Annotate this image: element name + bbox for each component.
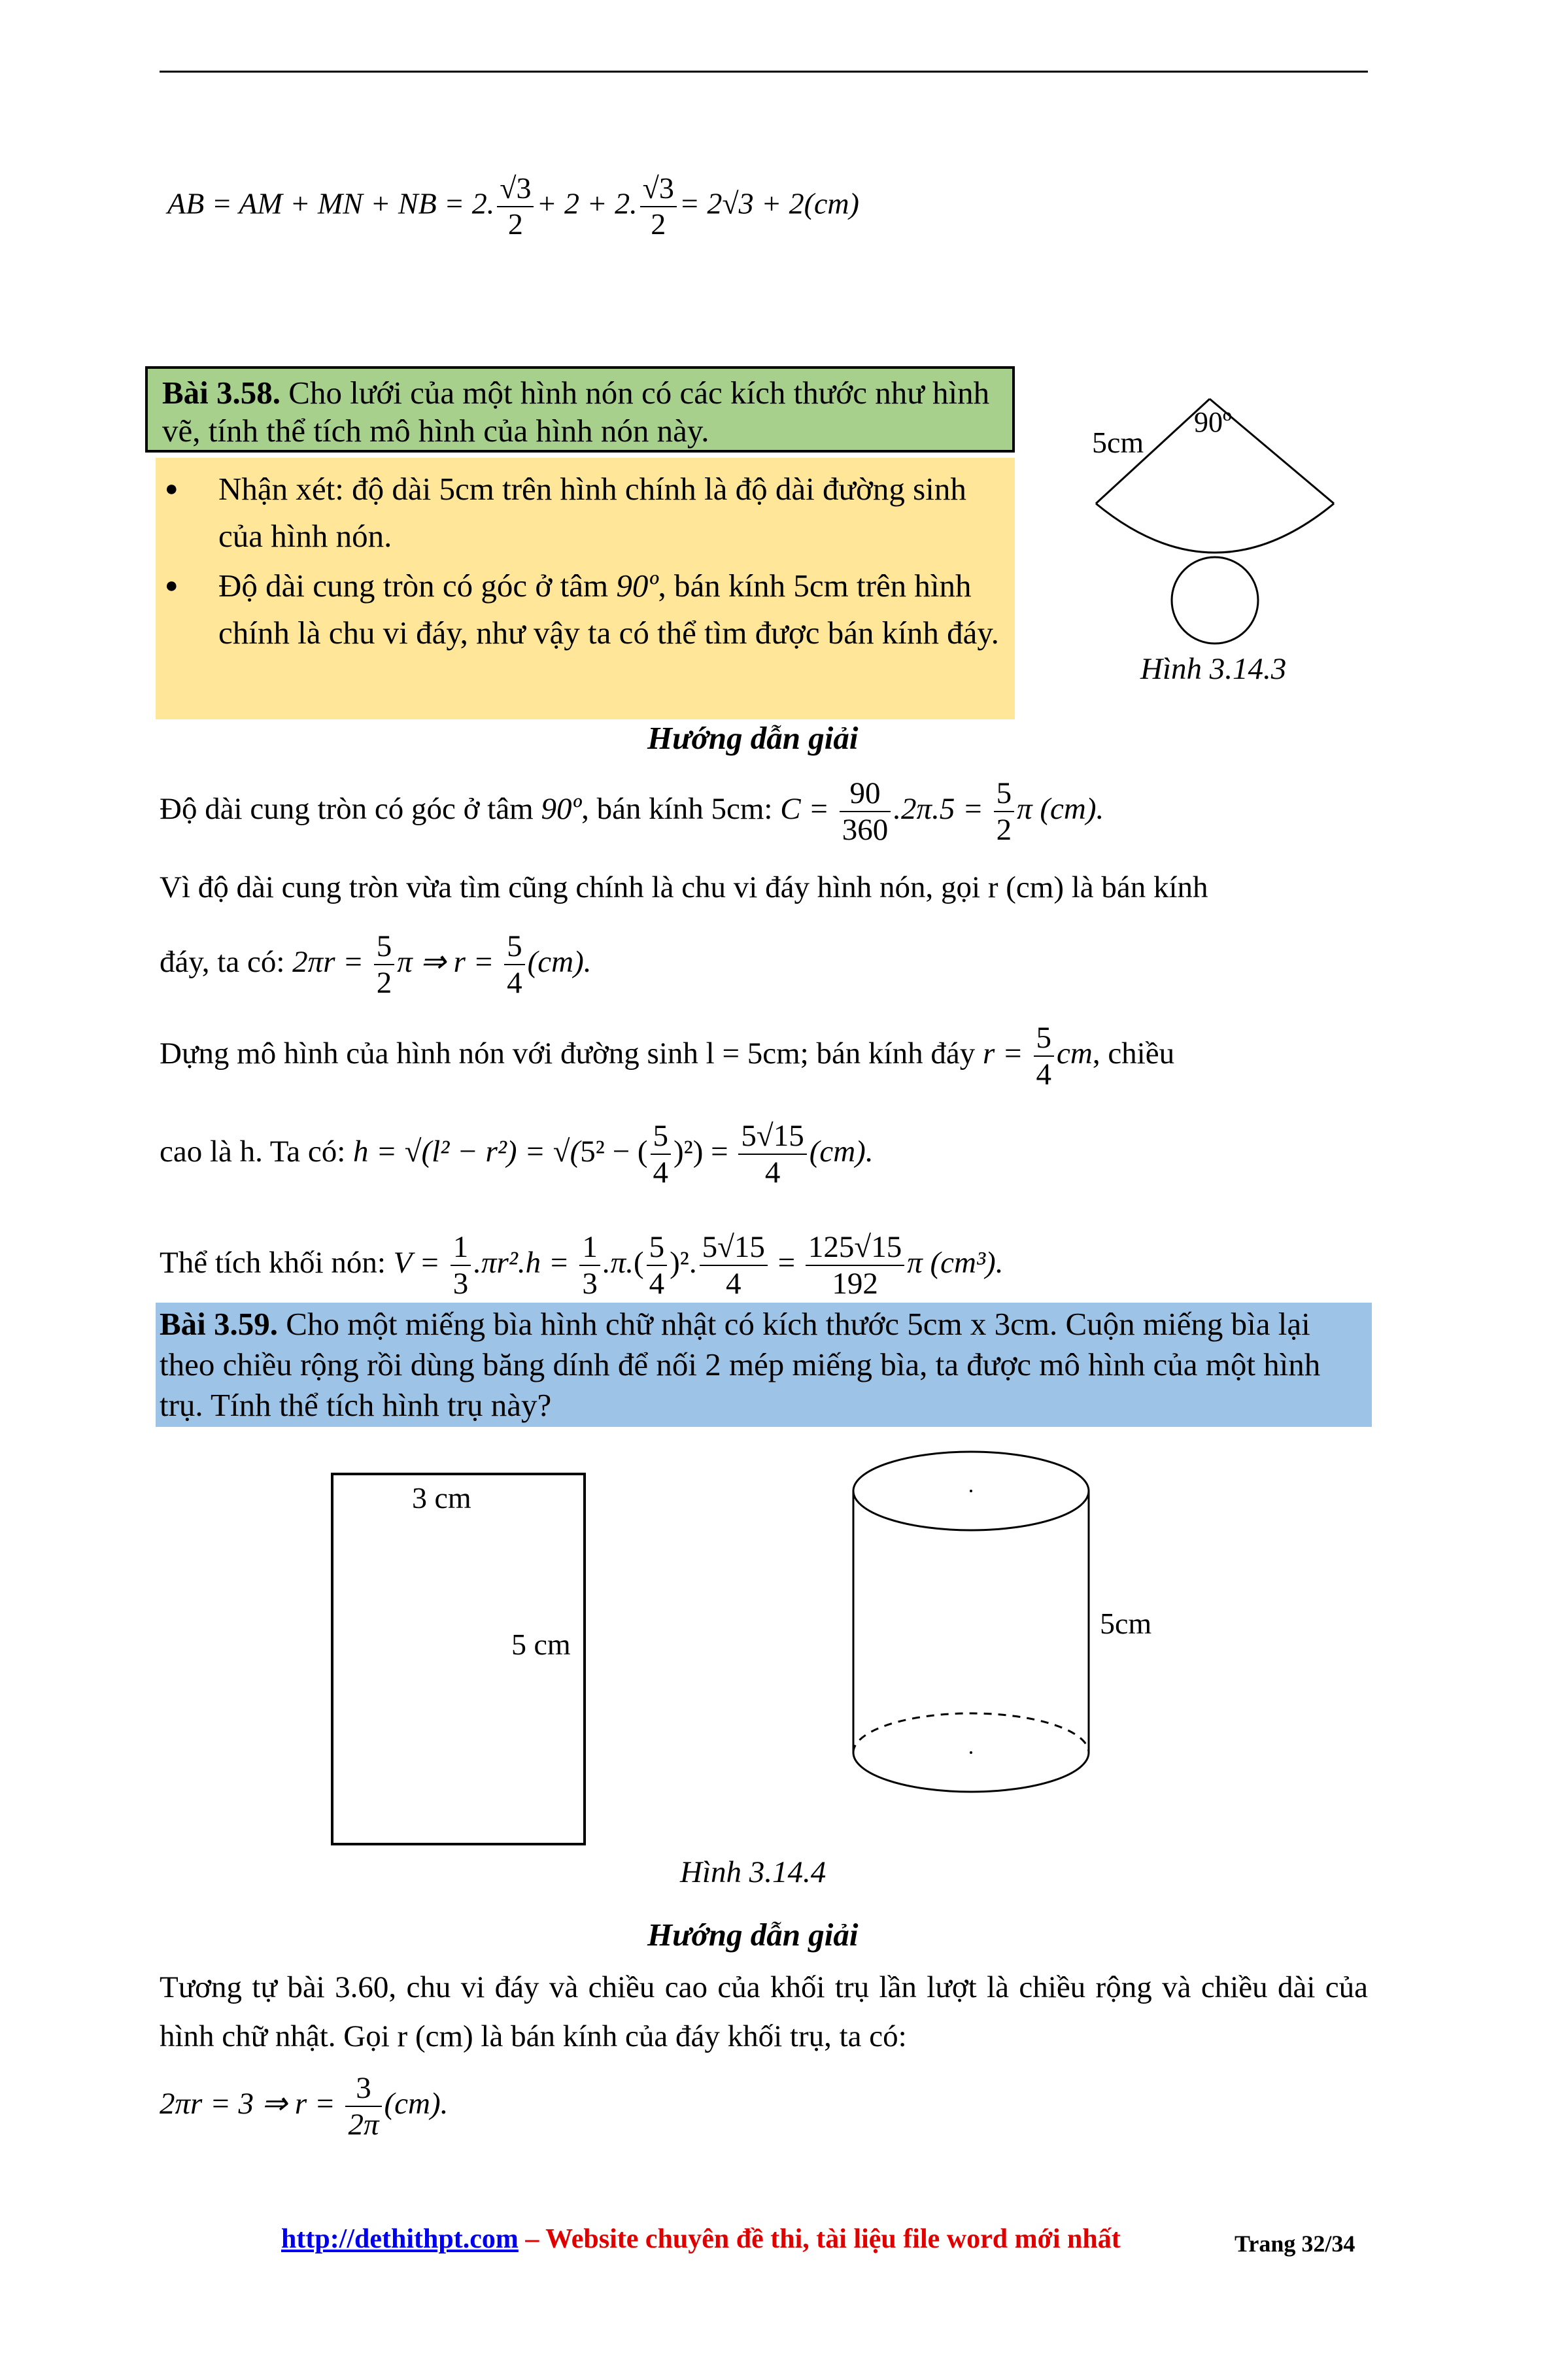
cylinder-height-label: 5cm: [1100, 1607, 1152, 1640]
footer-tagline: – Website chuyên đề thi, tài liệu file word mới nhất: [518, 2224, 1121, 2254]
solution-heading-359: Hướng dẫn giải: [647, 1917, 859, 1953]
bullet-icon: ●: [165, 574, 179, 598]
footer-link[interactable]: http://dethithpt.com: [281, 2224, 519, 2254]
solution-358-line-1: Độ dài cung tròn có góc ở tâm 90º, bán kính 5cm: C = $\frac{90}{360}$ .2π.5 = $\frac{5}{2}$ π (cm).: [160, 776, 1104, 848]
exercise-359-label: Bài 3.59.: [160, 1306, 279, 1342]
solution-358-line-2: Vì độ dài cung tròn vừa tìm cũng chính là chu vi đáy hình nón, gọi r (cm) là bán kính: [160, 870, 1208, 904]
hint-item: ● Nhận xét: độ dài 5cm trên hình chính là độ dài đường sinh của hình nón.: [156, 466, 1002, 560]
formula-ab: AB = AM + MN + NB = 2. $\frac{√3}{2}$ + 2 + 2. $\frac{√3}{2}$ = 2√3 + 2(cm): [167, 171, 859, 241]
solution-358-line-5: cao là h. Ta có: h = √(l² − r²) = √(5² − ( $\frac{5}{4}$ )²) = $\frac{5√15}{4}$ (cm).: [160, 1119, 874, 1190]
solution-heading-358: Hướng dẫn giải: [647, 720, 859, 756]
sector-arc: [1096, 504, 1334, 553]
exercise-359-text: Cho một miếng bìa hình chữ nhật có kích thước 5cm x 3cm. Cuộn miếng bìa lại theo chiều rộng rồi dùng băng dính để nối 2 mép miếng bìa, ta được mô hình của một hình trụ. Tính thể tích hình trụ này?: [160, 1306, 1321, 1423]
cylinder-bottom-front: [853, 1753, 1089, 1792]
cylinder-bottom-center: [970, 1751, 972, 1754]
cone-angle-label: 90º: [1194, 406, 1232, 438]
solution-359-paragraph: Tương tự bài 3.60, chu vi đáy và chiều cao của khối trụ lần lượt là chiều rộng và chiều dài của hình chữ nhật. Gọi r (cm) là bán kính của đáy khối trụ, ta có:: [160, 1970, 1368, 2053]
solution-358-line-4: Dựng mô hình của hình nón với đường sinh l = 5cm; bán kính đáy r = $\frac{5}{4}$ cm, chiều: [160, 1021, 1175, 1092]
rectangle-width-label: 3 cm: [412, 1481, 471, 1515]
bullet-icon: ●: [165, 477, 179, 501]
solution-359-formula: 2πr = 3 ⇒ r = $\frac{3}{2\pi}$ (cm).: [160, 2071, 449, 2142]
footer: [281, 2223, 1121, 2255]
page-number: Trang 32/34: [1235, 2231, 1355, 2257]
cone-side-label: 5cm: [1092, 426, 1144, 459]
cylinder-figure: [844, 1439, 1099, 1805]
exercise-358-label: Bài 3.58.: [162, 375, 281, 411]
solution-358-line-6: Thể tích khối nón: V = $\frac{1}{3}$ .πr².h = $\frac{1}{3}$ .π.( $\frac{5}{4}$ )². $\frac{5√15}{4}$ = $\frac{125√15}{192}$ π (cm³).: [160, 1230, 1004, 1301]
exercise-358-hints: [156, 458, 1015, 719]
header-rule: [160, 71, 1368, 73]
rectangle-length-label: 5 cm: [511, 1628, 571, 1661]
figure-caption-3143: Hình 3.14.3: [1140, 652, 1287, 686]
cylinder-top-center: [970, 1490, 972, 1492]
cylinder-bottom-back: [853, 1713, 1089, 1753]
exercise-358-text: Cho lưới của một hình nón có các kích thước như hình vẽ, tính thể tích mô hình của hình nón này.: [162, 375, 990, 449]
hint-item: ● Độ dài cung tròn có góc ở tâm 90º, bán kính 5cm trên hình chính là chu vi đáy, như vậy ta có thể tìm được bán kính đáy.: [156, 562, 1002, 657]
solution-358-line-3: đáy, ta có: 2πr = $\frac{5}{2}$ π ⇒ r = $\frac{5}{4}$ (cm).: [160, 929, 592, 1001]
figure-caption-3144: Hình 3.14.4: [680, 1855, 827, 1889]
exercise-359-box: [156, 1303, 1372, 1427]
exercise-358-box: [145, 366, 1015, 453]
base-circle: [1172, 557, 1258, 643]
